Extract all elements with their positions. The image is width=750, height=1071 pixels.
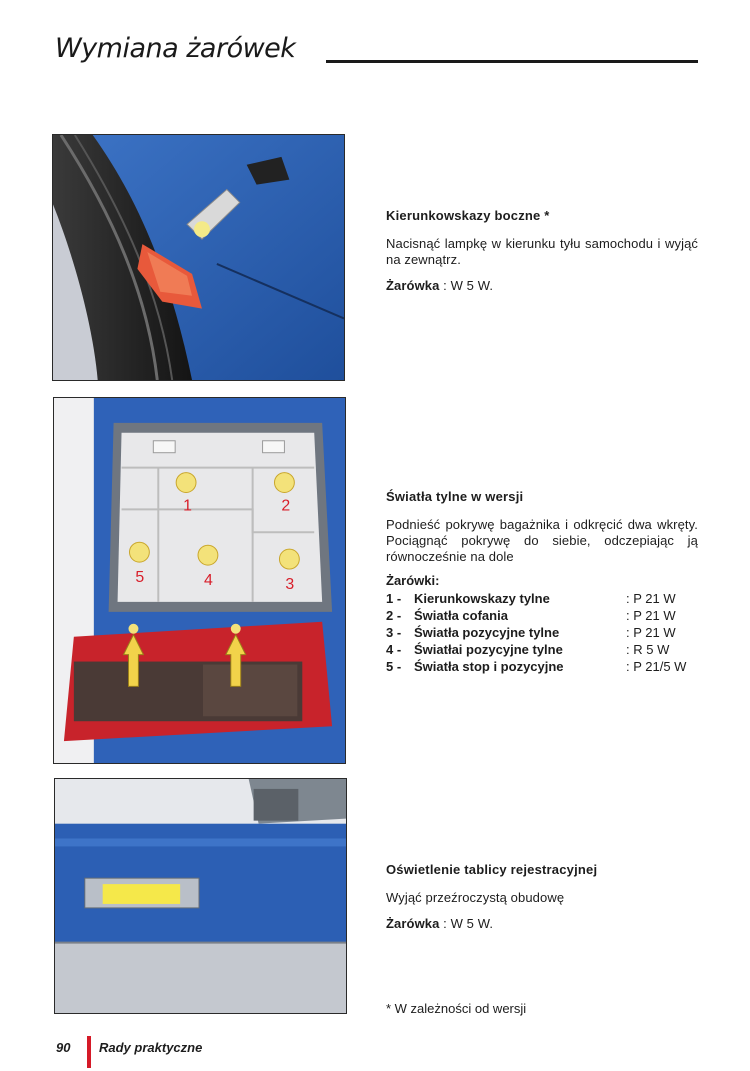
bulb-row [386,590,698,607]
bulb-num: 5 - [386,659,402,674]
bulb-value: : P 21 W [626,608,676,623]
footer-label: Rady praktyczne [99,1040,203,1055]
bulbs-heading: Żarówki: [386,573,440,588]
section-text: Podnieść pokrywę bagażnika i odkręcić dwa wkręty. Pociągnąć pokrywę do siebie, odczepiając ją równocześnie na dole [386,517,698,564]
bulb-spec [386,278,698,294]
figure-label-4: 4 [203,571,213,589]
section-heading: Kierunkowskazy boczne * [386,208,550,223]
figure-label-5: 5 [135,568,145,586]
footnote: * W zależności od wersji [386,1001,527,1016]
bulb-name: Światła cofania [414,608,508,623]
bulb-num: 1 - [386,591,402,606]
bulb-row [386,641,698,658]
page-number: 90 [56,1040,71,1055]
section-plate-light [386,862,698,942]
section-text: Wyjąć przeźroczystą obudowę [386,890,565,905]
bulb-name: Światłai pozycyjne tylne [414,642,563,657]
bulb-value: : R 5 W [626,642,670,657]
bulb-value: : W 5 W. [443,916,494,931]
section-rear-lights [386,489,698,675]
side-indicator-illustration [52,134,345,381]
bulb-label: Żarówka [386,916,440,931]
bulb-value: : P 21 W [626,625,676,640]
bulb-num: 2 - [386,608,402,623]
bulb-value: : W 5 W. [443,278,494,293]
section-side-indicators [386,208,698,304]
bulb-row [386,658,698,675]
bulb-spec [386,916,698,932]
plate-light-illustration [54,778,347,1014]
section-heading: Oświetlenie tablicy rejestracyjnej [386,862,598,877]
bulb-value: : P 21/5 W [626,659,687,674]
figure-label-1: 1 [183,497,192,515]
bulb-num: 4 - [386,642,402,657]
section-heading: Światła tylne w wersji [386,489,524,504]
figure-label-2: 2 [281,497,291,515]
section-text: Nacisnąć lampkę w kierunku tyłu samochodu i wyjąć na zewnątrz. [386,236,698,267]
figure-label-3: 3 [285,575,295,593]
bulb-num: 3 - [386,625,402,640]
bulb-name: Światła stop i pozycyjne [414,659,564,674]
bulb-list [386,590,698,675]
bulb-label: Żarówka [386,278,440,293]
page-title: Wymiana żarówek [55,33,296,64]
rear-lights-illustration [53,397,346,764]
bulb-row [386,607,698,624]
bulb-name: Kierunkowskazy tylne [414,591,550,606]
footer-bar [87,1036,91,1068]
bulb-name: Światła pozycyjne tylne [414,625,560,640]
bulb-value: : P 21 W [626,591,676,606]
bulb-row [386,624,698,641]
title-rule [326,60,698,63]
